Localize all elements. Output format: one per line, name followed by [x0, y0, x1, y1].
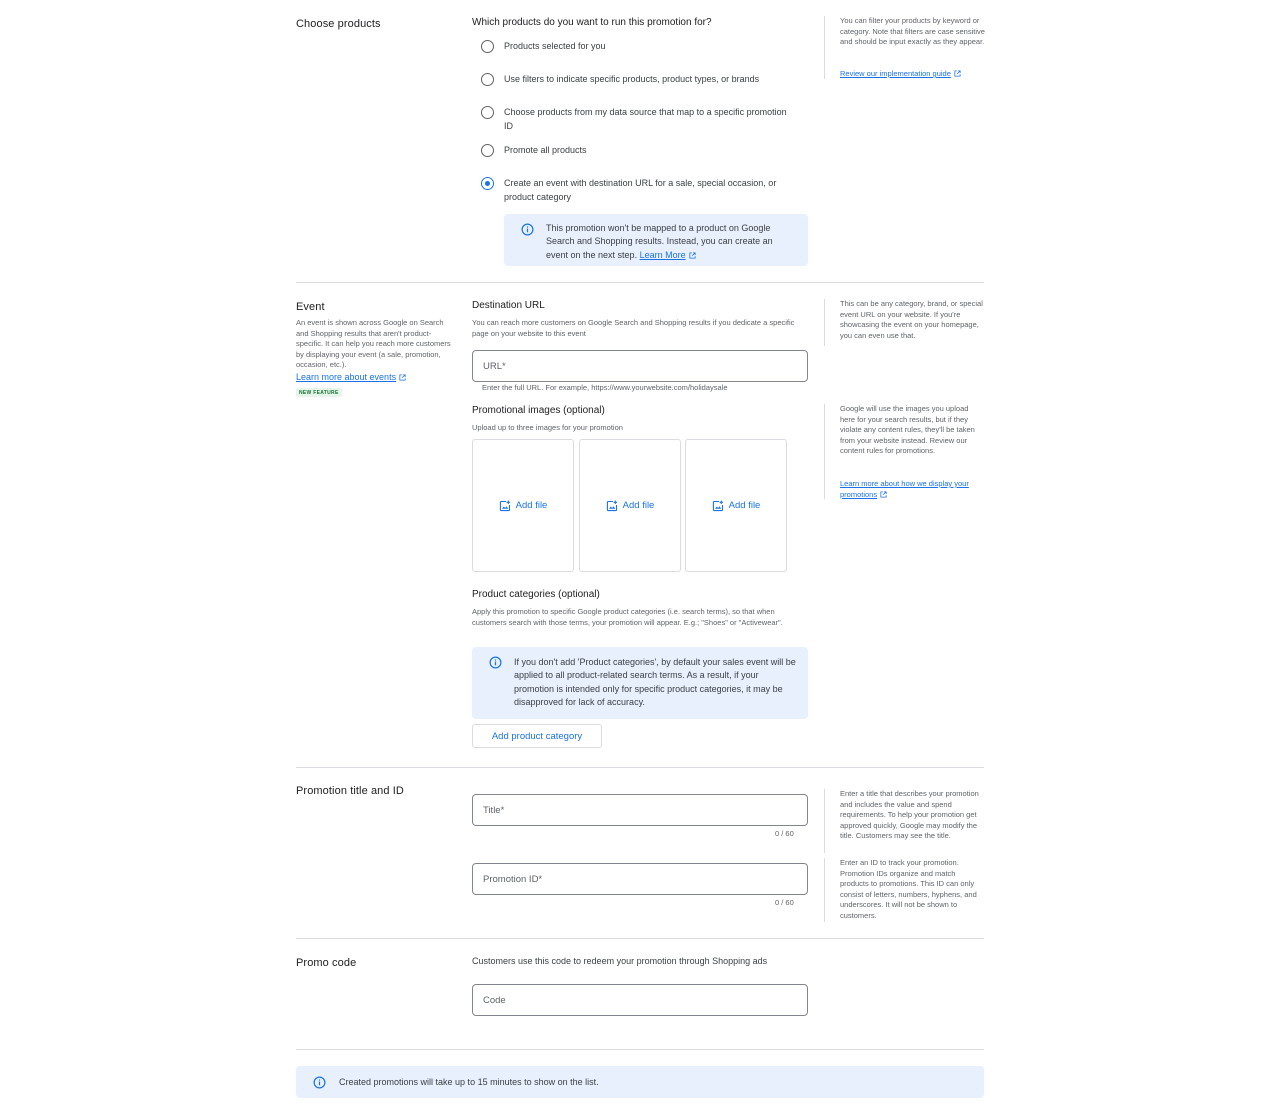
learn-more-link[interactable]: Learn More	[639, 249, 686, 260]
code-input[interactable]	[473, 985, 807, 1015]
event-description: An event is shown across Google on Search and Shopping results that aren't product-specific. It can help you reach more customers by displaying your event (a sale, promotion, occasion, etc.).	[296, 318, 451, 370]
option-use-filters[interactable]	[481, 73, 804, 87]
learn-more-events-link[interactable]: Learn more about events	[296, 372, 397, 382]
url-field[interactable]	[472, 350, 808, 382]
new-feature-badge: NEW FEATURE	[296, 388, 342, 397]
option-label: Create an event with destination URL for a sale, special occasion, or product category	[504, 178, 777, 202]
info-icon	[313, 1076, 326, 1089]
external-link-icon	[880, 491, 887, 498]
title-counter: 0 / 60	[775, 829, 794, 838]
promo-code-title: Promo code	[296, 957, 357, 969]
option-products-selected[interactable]	[481, 40, 804, 54]
url-hint: Enter the full URL. For example, https://www.yourwebsite.com/holidaysale	[482, 383, 728, 392]
product-categories-label: Product categories (optional)	[472, 589, 600, 600]
radio-button[interactable]	[481, 73, 494, 86]
radio-button-selected[interactable]	[481, 177, 494, 190]
code-field[interactable]	[472, 984, 808, 1016]
add-file-slot-2[interactable]	[579, 439, 681, 572]
promo-code-description: Customers use this code to redeem your promotion through Shopping ads	[472, 956, 768, 966]
add-file-label: Add file	[515, 500, 548, 511]
radio-button[interactable]	[481, 106, 494, 119]
section-divider	[296, 282, 984, 283]
add-file-slot-3[interactable]	[685, 439, 787, 572]
option-label: Choose products from my data source that map to a specific promotion ID	[504, 107, 787, 131]
footer-notice-text: Created promotions will take up to 15 minutes to show on the list.	[339, 1077, 599, 1087]
choose-products-question: Which products do you want to run this promotion for?	[472, 17, 712, 28]
option-data-source[interactable]	[481, 106, 794, 133]
info-icon	[489, 656, 502, 669]
section-divider	[296, 938, 984, 939]
option-label: Promote all products	[504, 145, 587, 155]
option-label: Use filters to indicate specific products, product types, or brands	[504, 74, 760, 84]
info-icon	[521, 223, 534, 236]
product-categories-description: Apply this promotion to specific Google product categories (i.e. search terms), so that when customers search with those terms, your promotion will appear. E.g.; "Shoes" or "Activewear".	[472, 607, 783, 627]
promotion-id-counter: 0 / 60	[775, 898, 794, 907]
footer-notice	[296, 1066, 984, 1098]
destination-url-description: You can reach more customers on Google Search and Shopping results if you dedicate a specific page on your website to this event	[472, 318, 795, 338]
promotional-images-description: Upload up to three images for your promotion	[472, 423, 623, 432]
filter-help-text: You can filter your products by keyword or category. Note that filters are case sensitive and should be input exactly as they appear.	[840, 16, 985, 47]
external-link-icon	[954, 70, 961, 77]
option-label: Products selected for you	[504, 41, 606, 51]
section-divider	[296, 1049, 984, 1050]
external-link-icon	[399, 374, 406, 381]
event-mapping-notice	[504, 214, 808, 266]
add-file-label: Add file	[728, 500, 761, 511]
choose-products-title: Choose products	[296, 18, 381, 30]
add-product-category-button[interactable]: Add product category	[472, 724, 602, 748]
notice-text: This promotion won't be mapped to a product on Google Search and Shopping results. Instead, you can create an event on the next step.	[546, 223, 773, 260]
radio-button[interactable]	[481, 144, 494, 157]
title-help-text: Enter a title that describes your promotion and includes the value and spend requirements. To help your promotion get approved quickly, Google may modify the title. Customers may see the title.	[840, 789, 979, 841]
promotional-images-label: Promotional images (optional)	[472, 405, 605, 416]
radio-button[interactable]	[481, 40, 494, 53]
promotion-id-help-text: Enter an ID to track your promotion. Promotion IDs organize and match products to promotions. This ID can only consist of letters, numbers, hyphens, and underscores. It will not be shown to customers.	[840, 858, 977, 920]
option-promote-all[interactable]	[481, 144, 804, 158]
promotion-id-input[interactable]	[473, 864, 807, 894]
destination-help-text: This can be any category, brand, or special event URL on your website. If you're showcasing the event on your homepage, you can even use that.	[840, 299, 983, 340]
event-title: Event	[296, 301, 325, 313]
categories-notice-text: If you don't add 'Product categories', by default your sales event will be applied to all product-related search terms. As a result, if your promotion is intended only for specific product categories, it may be disapproved for lack of accuracy.	[514, 657, 796, 707]
section-divider	[296, 767, 984, 768]
display-promotions-link[interactable]: Learn more about how we display your promotions	[840, 479, 969, 499]
title-input[interactable]	[473, 795, 807, 825]
external-link-icon	[689, 252, 696, 259]
promotion-title-section-title: Promotion title and ID	[296, 785, 404, 797]
add-photo-icon	[712, 500, 724, 512]
images-help-text: Google will use the images you upload here for your search results, but if they violate any content rules, they'll be taken from your website instead. Review our content rules for promotions.	[840, 404, 975, 456]
add-file-slot-1[interactable]	[472, 439, 574, 572]
add-photo-icon	[499, 500, 511, 512]
add-photo-icon	[606, 500, 618, 512]
categories-notice	[472, 647, 808, 719]
url-input[interactable]	[473, 351, 807, 381]
add-file-label: Add file	[622, 500, 655, 511]
title-field[interactable]	[472, 794, 808, 826]
option-create-event[interactable]	[481, 177, 804, 204]
implementation-guide-link[interactable]: Review our implementation guide	[840, 69, 951, 78]
destination-url-label: Destination URL	[472, 300, 545, 311]
promotion-id-field[interactable]	[472, 863, 808, 895]
